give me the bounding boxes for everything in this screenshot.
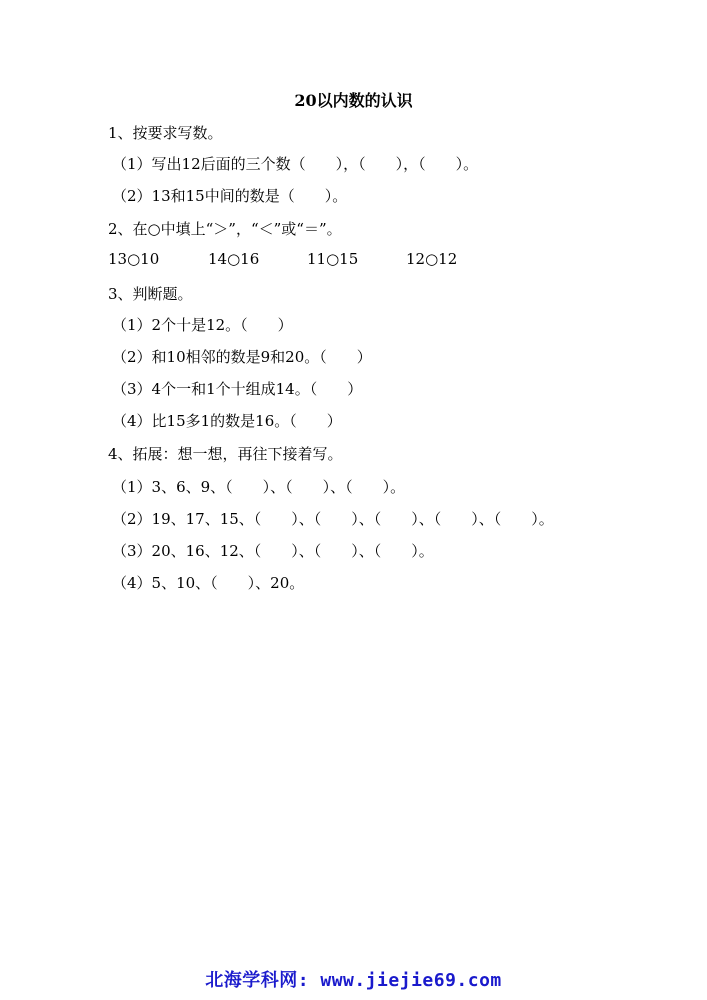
question-4-item-3: （3）20、16、12、（ ）、（ ）、（ ）。 [112, 542, 434, 560]
question-4-item-2: （2）19、17、15、（ ）、（ ）、（ ）、（ ）、（ ）。 [112, 510, 554, 528]
question-3-item-3: （3）4个一和1个十组成14。（ ） [112, 380, 363, 398]
question-1-item-1: （1）写出12后面的三个数（ ），（ ），（ ）。 [112, 155, 479, 173]
question-4-heading: 4、拓展：想一想，再往下接着写。 [108, 445, 343, 463]
question-3-heading: 3、判断题。 [108, 285, 193, 303]
footer-watermark: 北海学科网: www.jiejie69.com [205, 970, 502, 991]
question-1-item-2: （2）13和15中间的数是（ ）。 [112, 187, 348, 205]
question-4-item-4: （4）5、10、（ ）、20。 [112, 574, 305, 592]
comparison-item-3: 11○15 [307, 250, 359, 268]
question-3-item-1: （1）2个十是12。（ ） [112, 316, 293, 334]
comparison-item-2: 14○16 [208, 250, 260, 268]
question-3-item-4: （4）比15多1的数是16。（ ） [112, 412, 342, 430]
question-1-heading: 1、按要求写数。 [108, 124, 223, 142]
page-title: 20以内数的认识 [294, 91, 413, 110]
comparison-item-4: 12○12 [406, 250, 458, 268]
question-4-item-1: （1）3、6、9、（ ）、（ ）、（ ）。 [112, 478, 406, 496]
question-3-item-2: （2）和10相邻的数是9和20。（ ） [112, 348, 372, 366]
question-2-heading: 2、在○中填上“＞”，“＜”或“＝”。 [108, 220, 342, 238]
comparison-item-1: 13○10 [108, 250, 160, 268]
